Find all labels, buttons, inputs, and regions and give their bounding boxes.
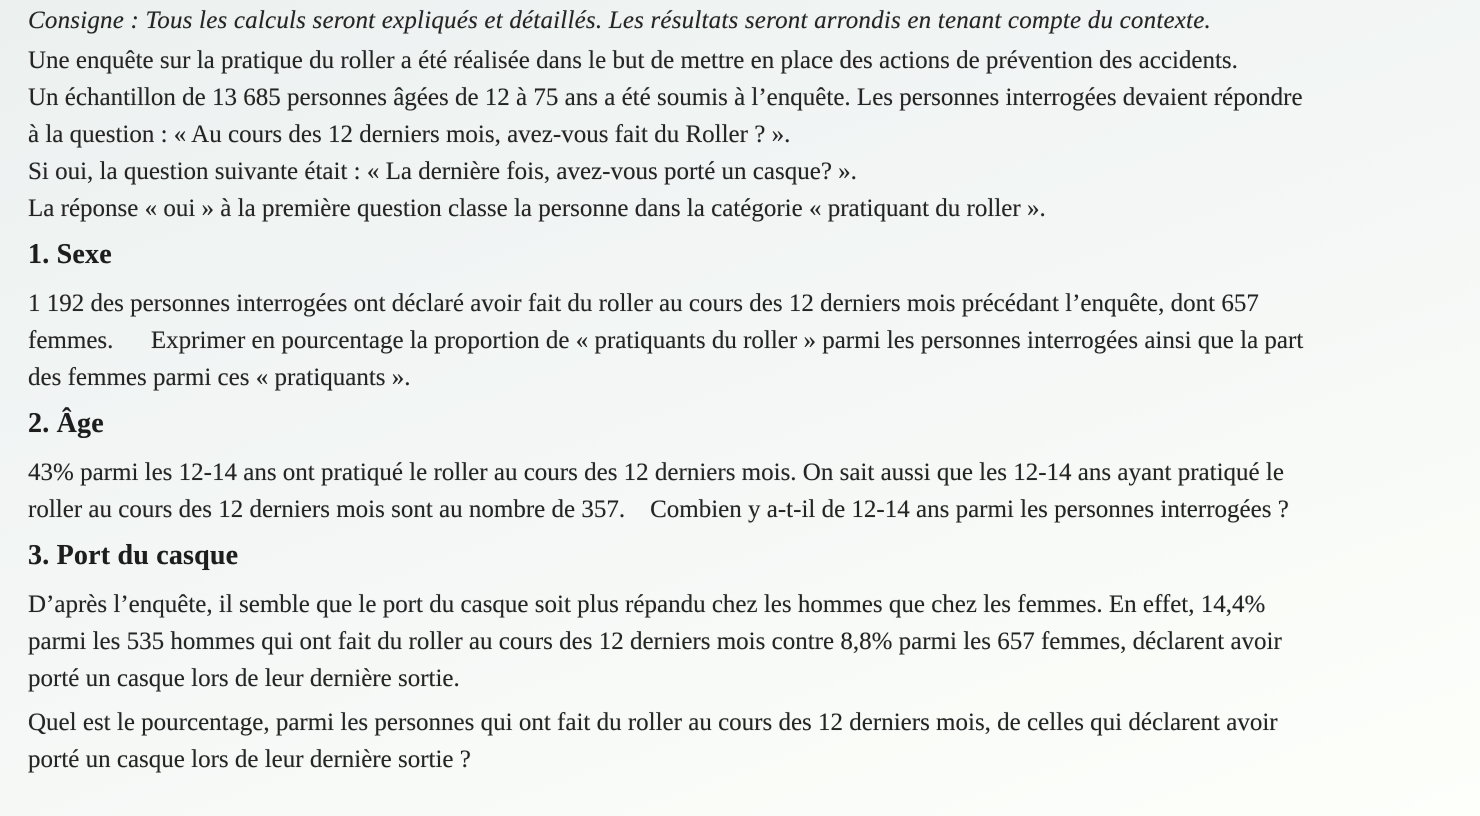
section-age-paragraph (28, 454, 1458, 528)
text-line: 43% parmi les 12-14 ans ont pratiqué le roller au cours des 12 derniers mois. On sait aussi que les 12-14 ans ayant pratiqué le (28, 459, 1284, 486)
text-line: femmes. Exprimer en pourcentage la proportion de « pratiquants du roller » parmi les personnes interrogées ainsi que la part (28, 327, 1304, 354)
text-line: Si oui, la question suivante était : « La dernière fois, avez-vous porté un casque? ». (28, 158, 857, 185)
text-line: Quel est le pourcentage, parmi les personnes qui ont fait du roller au cours des 12 derniers mois, de celles qui déclarent avoir (28, 709, 1278, 736)
text-line: D’après l’enquête, il semble que le port du casque soit plus répandu chez les hommes que chez les femmes. En effet, 14,4% (28, 591, 1266, 618)
text-line: parmi les 535 hommes qui ont fait du roller au cours des 12 derniers mois contre 8,8% parmi les 657 femmes, déclarent avoir (28, 628, 1282, 655)
intro-paragraph (28, 42, 1458, 227)
text-line: porté un casque lors de leur dernière sortie. (28, 665, 460, 692)
text-line: porté un casque lors de leur dernière sortie ? (28, 746, 471, 773)
section-heading-port-du-casque: 3. Port du casque (28, 540, 239, 571)
final-question-paragraph (28, 704, 1458, 778)
text-line: Un échantillon de 13 685 personnes âgées de 12 à 75 ans a été soumis à l’enquête. Les personnes interrogées devaient répondre (28, 84, 1303, 111)
text-line: à la question : « Au cours des 12 derniers mois, avez-vous fait du Roller ? ». (28, 121, 791, 148)
section-casque-paragraph (28, 586, 1458, 697)
text-line: La réponse « oui » à la première question classe la personne dans la catégorie « pratiquant du roller ». (28, 195, 1046, 222)
section-heading-age: 2. Âge (28, 408, 104, 439)
section-sexe-paragraph (28, 285, 1458, 396)
text-line: roller au cours des 12 derniers mois sont au nombre de 357. Combien y a-t-il de 12-14 ans parmi les personnes interrogées ? (28, 496, 1289, 523)
text-line: Une enquête sur la pratique du roller a été réalisée dans le but de mettre en place des actions de prévention des accidents. (28, 47, 1238, 74)
text-line: 1 192 des personnes interrogées ont déclaré avoir fait du roller au cours des 12 derniers mois précédant l’enquête, dont 657 (28, 290, 1259, 317)
text-line: des femmes parmi ces « pratiquants ». (28, 364, 411, 391)
section-heading-sexe: 1. Sexe (28, 239, 112, 270)
consigne-note: Consigne : Tous les calculs seront expliqués et détaillés. Les résultats seront arrondis en tenant compte du contexte. (28, 7, 1211, 34)
